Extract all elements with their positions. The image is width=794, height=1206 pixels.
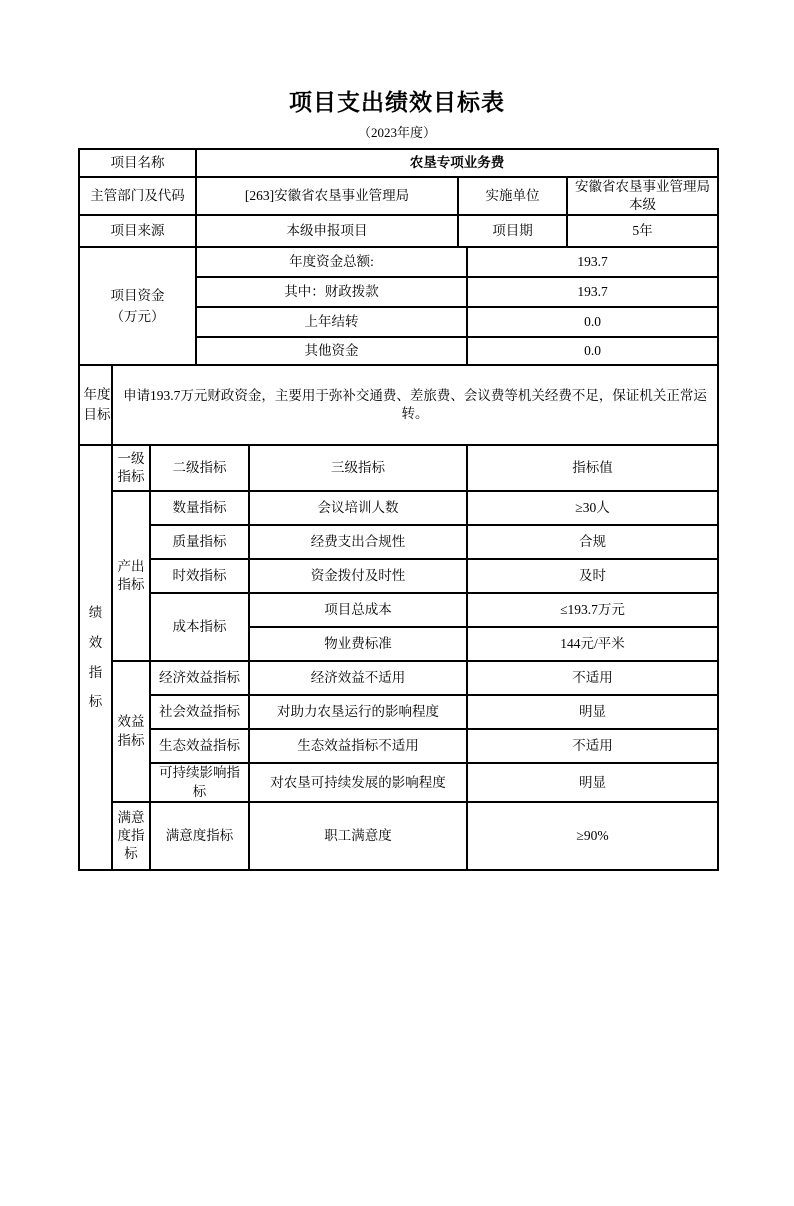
dept-label: 主管部门及代码 xyxy=(79,177,196,215)
level2-cell: 社会效益指标 xyxy=(150,695,249,729)
source-label: 项目来源 xyxy=(79,215,196,247)
level2-cell: 生态效益指标 xyxy=(150,729,249,763)
value-cell: ≤193.7万元 xyxy=(467,593,718,627)
funding-item-other: 其他资金 xyxy=(196,337,467,365)
funding-value-carryover: 0.0 xyxy=(467,307,718,337)
level3-cell: 生态效益指标不适用 xyxy=(249,729,467,763)
source-value: 本级申报项目 xyxy=(196,215,458,247)
table-row xyxy=(79,177,718,215)
level3-cell: 职工满意度 xyxy=(249,802,467,870)
annual-goal-table xyxy=(78,364,719,446)
impl-unit-label: 实施单位 xyxy=(458,177,567,215)
value-cell: 不适用 xyxy=(467,661,718,695)
indicator-row xyxy=(79,593,718,627)
indicators-table xyxy=(78,444,719,870)
value-cell: ≥30人 xyxy=(467,491,718,525)
header-level3: 三级指标 xyxy=(249,445,467,491)
funding-item-carryover: 上年结转 xyxy=(196,307,467,337)
header-level1: 一级指标 xyxy=(112,445,150,491)
value-cell: 明显 xyxy=(467,695,718,729)
table-row xyxy=(79,365,718,445)
funding-label: 项目资金（万元） xyxy=(79,247,196,365)
value-cell: 明显 xyxy=(467,763,718,801)
funding-item-fiscal: 其中：财政拨款 xyxy=(196,277,467,307)
indicator-row xyxy=(79,559,718,593)
funding-value-total: 193.7 xyxy=(467,247,718,277)
indicator-row xyxy=(79,802,718,870)
indicator-row xyxy=(79,525,718,559)
period-value: 5年 xyxy=(567,215,718,247)
level2-cell: 可持续影响指标 xyxy=(150,763,249,801)
indicator-row xyxy=(79,661,718,695)
level1-group-satisfaction: 满意度指标 xyxy=(112,802,150,870)
period-label: 项目期 xyxy=(458,215,567,247)
dept-value: [263]安徽省农垦事业管理局 xyxy=(196,177,458,215)
funding-table xyxy=(78,246,719,366)
funding-value-fiscal: 193.7 xyxy=(467,277,718,307)
level2-cell: 数量指标 xyxy=(150,491,249,525)
level3-cell: 会议培训人数 xyxy=(249,491,467,525)
performance-target-table xyxy=(78,148,717,871)
level3-cell: 对助力农垦运行的影响程度 xyxy=(249,695,467,729)
level3-cell: 经济效益不适用 xyxy=(249,661,467,695)
level2-cell: 质量指标 xyxy=(150,525,249,559)
level2-cell: 经济效益指标 xyxy=(150,661,249,695)
level3-cell: 项目总成本 xyxy=(249,593,467,627)
project-name-label: 项目名称 xyxy=(79,149,196,177)
level2-cell: 满意度指标 xyxy=(150,802,249,870)
indicator-row xyxy=(79,729,718,763)
table-row xyxy=(79,247,718,277)
project-name-value: 农垦专项业务费 xyxy=(196,149,718,177)
level3-cell: 对农垦可持续发展的影响程度 xyxy=(249,763,467,801)
level3-cell: 资金拨付及时性 xyxy=(249,559,467,593)
annual-goal-label: 年度目标 xyxy=(79,365,112,445)
indicator-row xyxy=(79,695,718,729)
impl-unit-value: 安徽省农垦事业管理局本级 xyxy=(567,177,718,215)
indicator-header-row xyxy=(79,445,718,491)
level3-cell: 经费支出合规性 xyxy=(249,525,467,559)
level2-cell: 时效指标 xyxy=(150,559,249,593)
value-cell: 合规 xyxy=(467,525,718,559)
table-row xyxy=(79,215,718,247)
value-cell: 144元/平米 xyxy=(467,627,718,661)
table-row xyxy=(79,149,718,177)
page-title: 项目支出绩效目标表 xyxy=(289,90,505,115)
level3-cell: 物业费标准 xyxy=(249,627,467,661)
header-value: 指标值 xyxy=(467,445,718,491)
basic-info-table xyxy=(78,148,719,248)
annual-goal-text: 申请193.7万元财政资金，主要用于弥补交通费、差旅费、会议费等机关经费不足，保证机关正常运转。 xyxy=(112,365,718,445)
value-cell: 及时 xyxy=(467,559,718,593)
level1-group-output: 产出指标 xyxy=(112,491,150,661)
page-subtitle: （2023年度） xyxy=(357,125,436,140)
indicators-section-label: 绩效指标 xyxy=(79,445,112,869)
funding-item-total: 年度资金总额: xyxy=(196,247,467,277)
value-cell: 不适用 xyxy=(467,729,718,763)
level1-group-benefit: 效益指标 xyxy=(112,661,150,801)
value-cell: ≥90% xyxy=(467,802,718,870)
indicator-row xyxy=(79,763,718,801)
indicator-row xyxy=(79,491,718,525)
header-level2: 二级指标 xyxy=(150,445,249,491)
funding-value-other: 0.0 xyxy=(467,337,718,365)
level2-cell: 成本指标 xyxy=(150,593,249,661)
